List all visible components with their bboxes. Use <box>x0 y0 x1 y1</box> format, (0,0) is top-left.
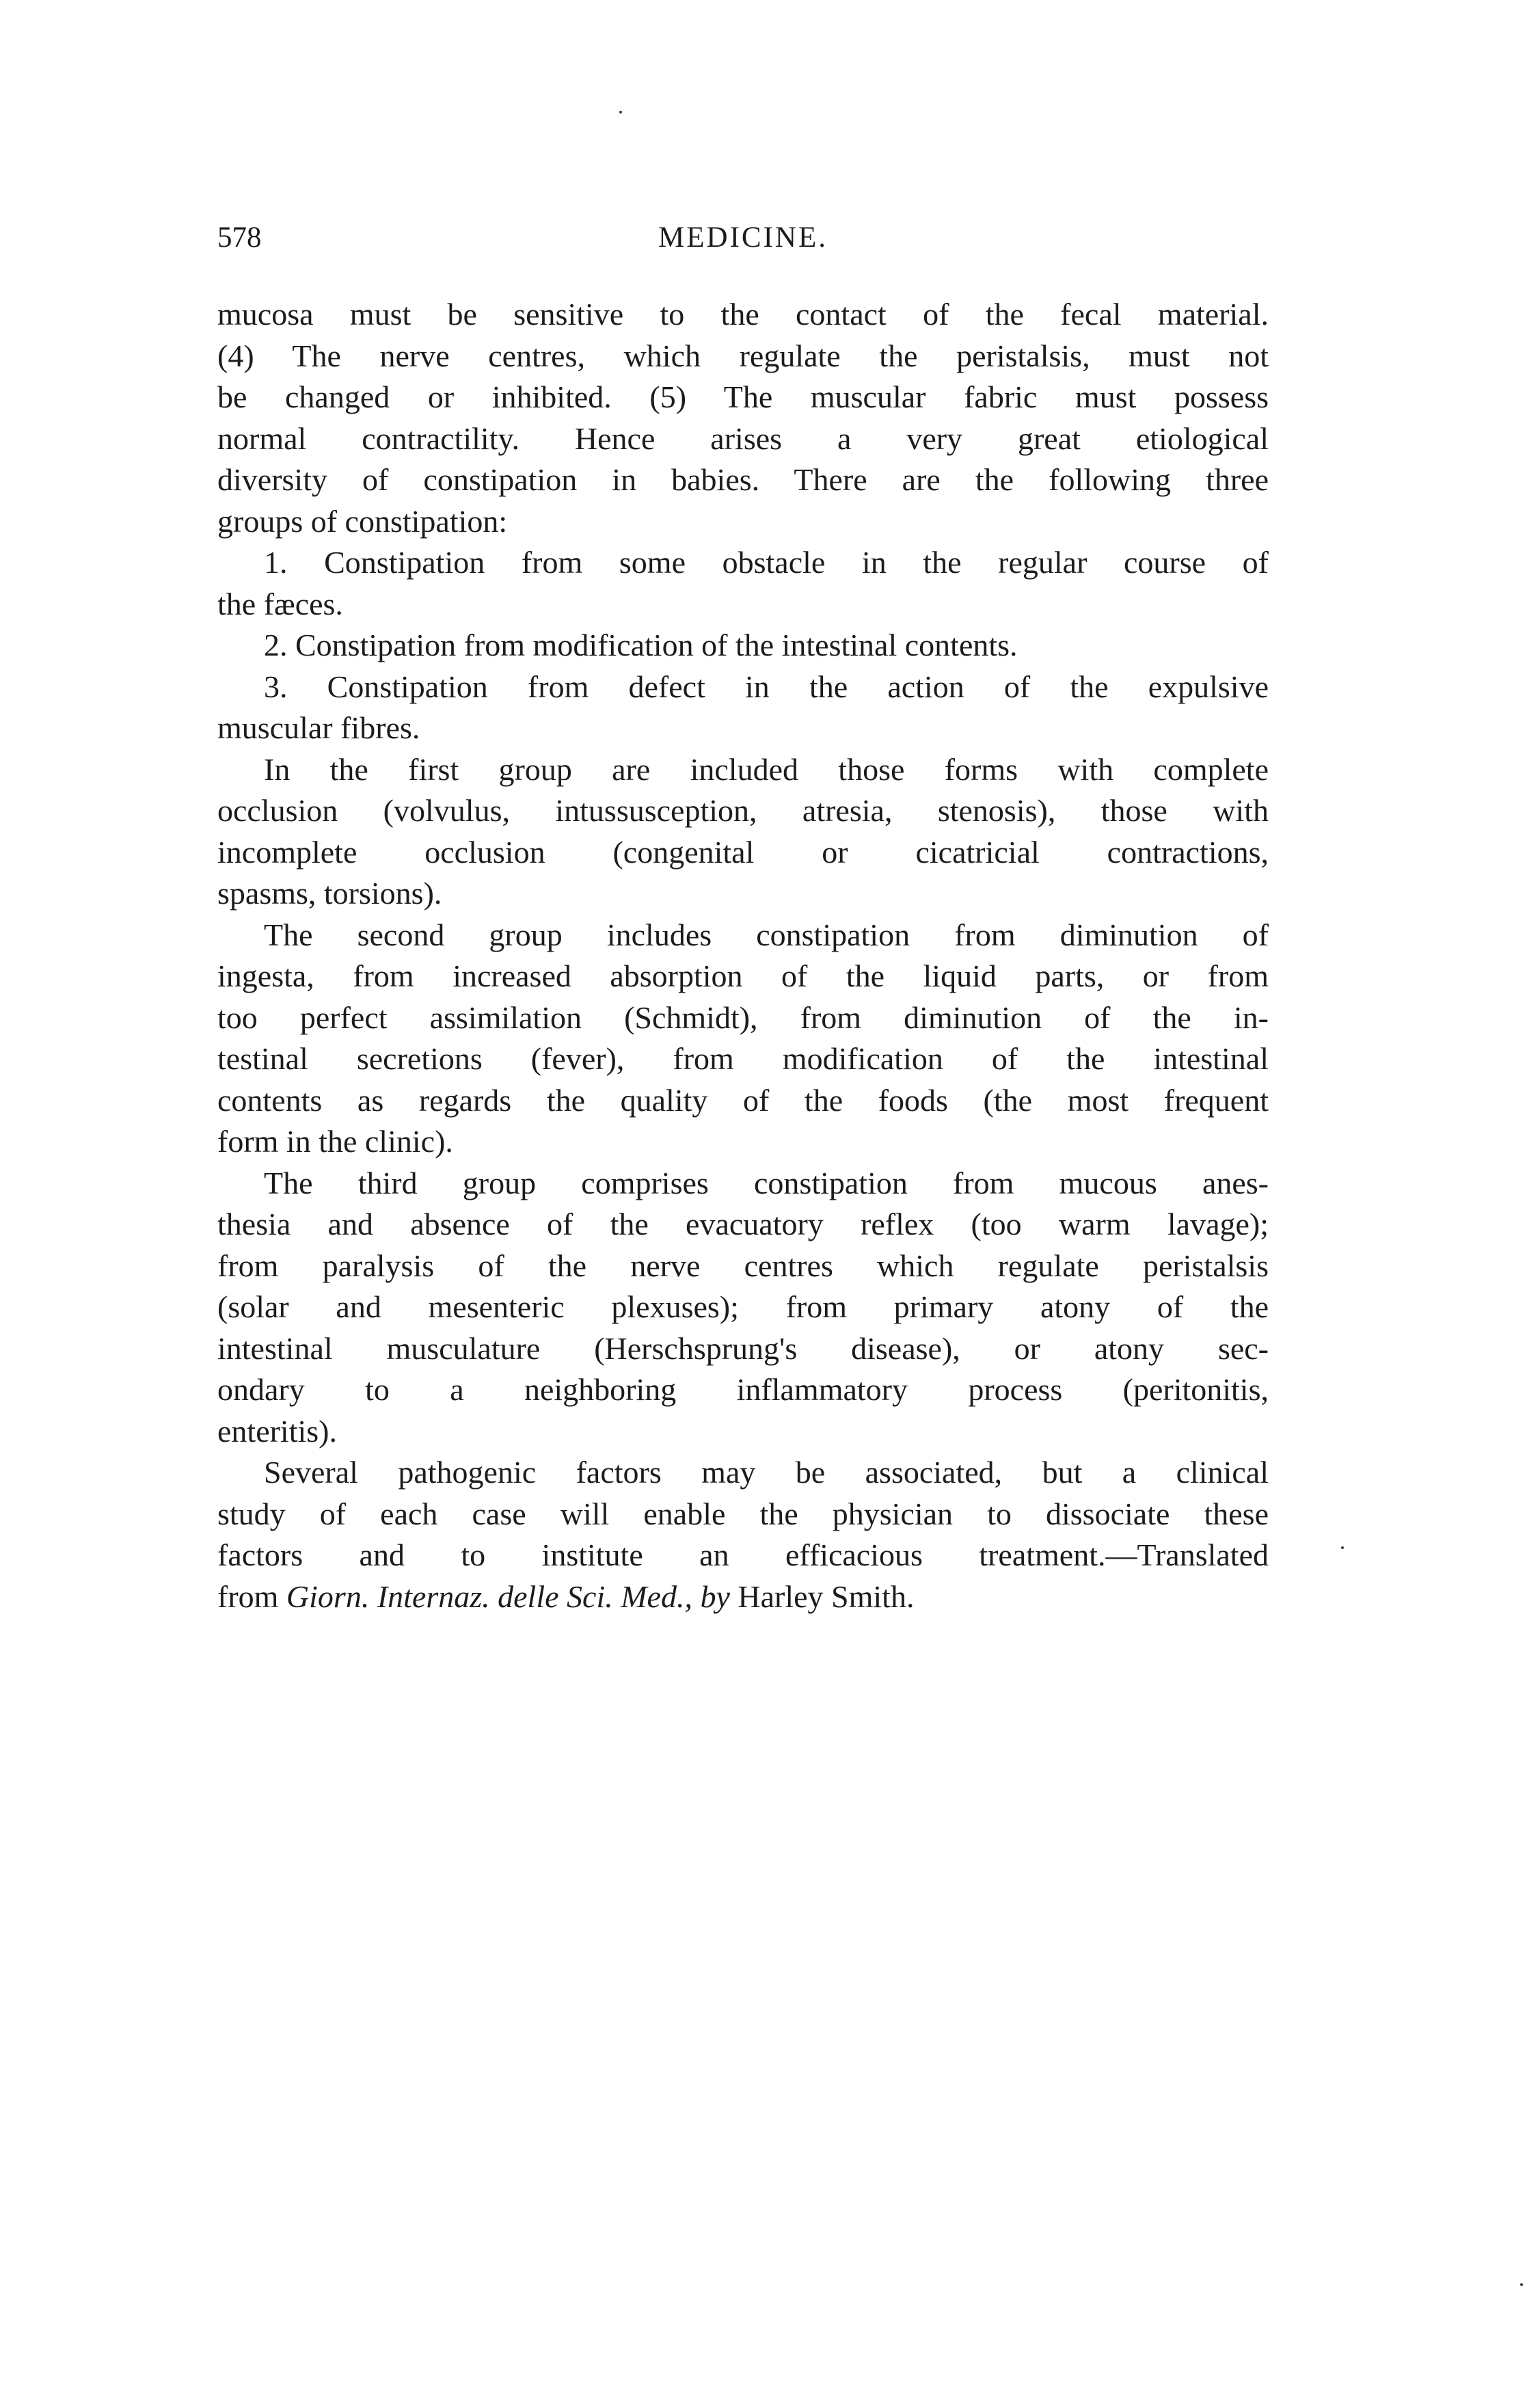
text-line: intestinal musculature (Herschsprung's disease), or atony sec- <box>217 1330 1269 1366</box>
text-line: be changed or inhibited. (5) The muscular fabric must possess <box>217 379 1269 414</box>
text-line: 3. Constipation from defect in the action of the expulsive <box>264 669 1269 704</box>
running-head: MEDICINE. <box>658 221 828 254</box>
scan-speck <box>1341 1546 1344 1549</box>
text-from: from <box>217 1578 279 1614</box>
text-line: In the first group are included those forms with complete <box>264 751 1269 787</box>
text-line: ingesta, from increased absorption of the liquid parts, or from <box>217 958 1269 993</box>
text-line: groups of constipation: <box>217 503 508 539</box>
text-line: factors and to institute an efficacious treatment.—Translated <box>217 1537 1269 1572</box>
text-line-final <box>217 1576 1269 1618</box>
text-line: spasms, torsions). <box>217 876 442 911</box>
text-line: incomplete occlusion (congenital or cicatricial contractions, <box>217 834 1269 870</box>
text-line: occlusion (volvulus, intussusception, atresia, stenosis), those with <box>217 793 1269 828</box>
text-line: 2. Constipation from modification of the intestinal contents. <box>264 628 1018 662</box>
text-line: The third group comprises constipation from mucous anes- <box>264 1165 1269 1200</box>
text-line: study of each case will enable the physician to dissociate these <box>217 1496 1269 1531</box>
text-line: The second group includes constipation from diminution of <box>264 917 1269 952</box>
page-number: 578 <box>217 221 262 254</box>
scan-speck <box>1520 2283 1523 2286</box>
text-line: ondary to a neighboring inflammatory process (peritonitis, <box>217 1372 1269 1407</box>
text-line: (4) The nerve centres, which regulate the peristalsis, must not <box>217 338 1269 373</box>
text-line: from paralysis of the nerve centres which regulate peristalsis <box>217 1248 1269 1283</box>
text-line: too perfect assimilation (Schmidt), from diminution of the in- <box>217 999 1269 1035</box>
text-line: the fæces. <box>217 586 343 621</box>
text-line: normal contractility. Hence arises a very great etiological <box>217 420 1269 456</box>
scan-speck <box>619 111 622 113</box>
page-header <box>217 217 1269 258</box>
text-by: by <box>700 1578 730 1614</box>
text-line: enteritis). <box>217 1413 337 1449</box>
text-line: testinal secretions (fever), from modification of the intestinal <box>217 1041 1269 1076</box>
text-line: diversity of constipation in babies. There are the following three <box>217 462 1269 497</box>
translator-name: Harley Smith. <box>738 1578 915 1614</box>
text-line: form in the clinic). <box>217 1124 453 1159</box>
text-line: (solar and mesenteric plexuses); from primary atony of the <box>217 1289 1269 1324</box>
text-line: muscular fibres. <box>217 710 420 745</box>
text-line: contents as regards the quality of the foods (the most frequent <box>217 1082 1269 1118</box>
text-line: 1. Constipation from some obstacle in the regular course of <box>264 545 1269 580</box>
text-line: Several pathogenic factors may be associated, but a clinical <box>264 1455 1269 1490</box>
body-text <box>217 294 1269 1617</box>
text-line: thesia and absence of the evacuatory reflex (too warm lavage); <box>217 1207 1269 1241</box>
source-citation: Giorn. Internaz. delle Sci. Med., <box>286 1578 692 1614</box>
text-line: mucosa must be sensitive to the contact of the fecal material. <box>217 297 1269 332</box>
